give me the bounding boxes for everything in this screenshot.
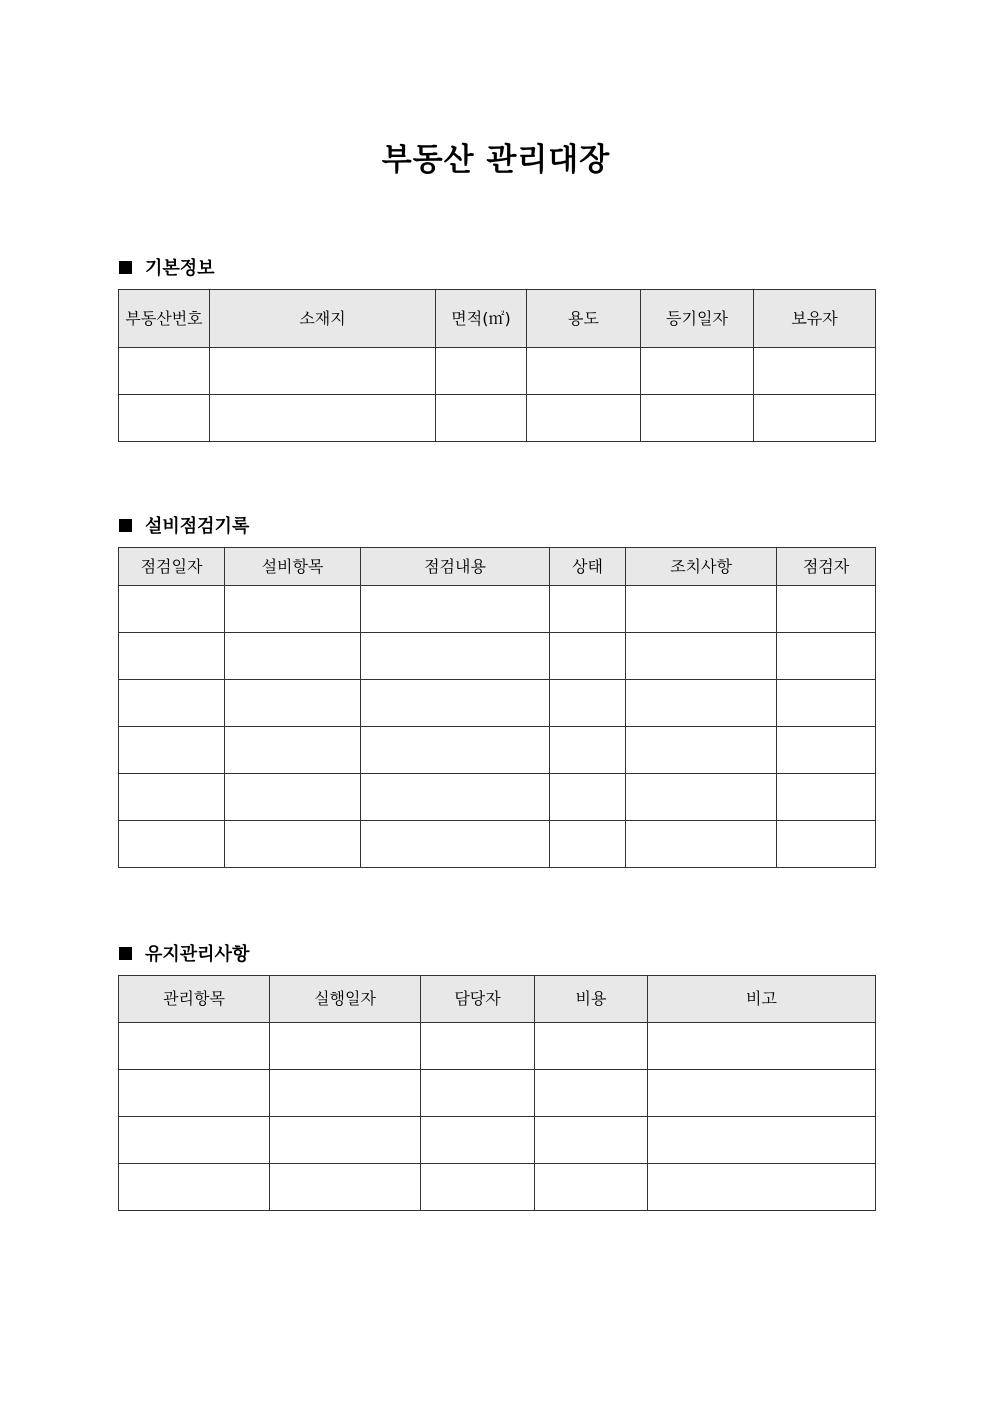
- table-cell[interactable]: [626, 774, 777, 821]
- table-cell[interactable]: [648, 1070, 876, 1117]
- section-heading-label: 기본정보: [145, 258, 215, 279]
- table-cell[interactable]: [527, 395, 641, 442]
- column-header-cost: 비용: [535, 976, 648, 1023]
- table-row: [119, 774, 876, 821]
- table-cell[interactable]: [361, 586, 550, 633]
- table-cell[interactable]: [119, 774, 225, 821]
- table-row: [119, 586, 876, 633]
- column-header-status: 상태: [550, 548, 626, 586]
- column-header-person-in-charge: 담당자: [421, 976, 535, 1023]
- table-cell[interactable]: [119, 633, 225, 680]
- table-cell[interactable]: [777, 633, 876, 680]
- table-cell[interactable]: [361, 633, 550, 680]
- table-row: [119, 727, 876, 774]
- square-bullet-icon: [119, 519, 132, 532]
- table-cell[interactable]: [535, 1164, 648, 1211]
- table-cell[interactable]: [119, 821, 225, 868]
- table-cell[interactable]: [626, 727, 777, 774]
- table-cell[interactable]: [626, 821, 777, 868]
- table-cell[interactable]: [225, 774, 361, 821]
- table-cell[interactable]: [550, 774, 626, 821]
- section-heading-inspection-record: [119, 512, 249, 538]
- table-cell[interactable]: [119, 586, 225, 633]
- table-cell[interactable]: [119, 1023, 270, 1070]
- column-header-area: 면적(㎡): [436, 290, 527, 348]
- table-cell[interactable]: [225, 680, 361, 727]
- table-cell[interactable]: [225, 727, 361, 774]
- table-cell[interactable]: [641, 348, 754, 395]
- maintenance-table: [118, 975, 876, 1211]
- table-cell[interactable]: [626, 680, 777, 727]
- column-header-action-taken: 조치사항: [626, 548, 777, 586]
- table-row: [119, 1023, 876, 1070]
- square-bullet-icon: [119, 261, 132, 274]
- table-row: [119, 348, 876, 395]
- table-cell[interactable]: [119, 348, 210, 395]
- table-cell[interactable]: [210, 348, 436, 395]
- column-header-management-item: 관리항목: [119, 976, 270, 1023]
- table-cell[interactable]: [550, 821, 626, 868]
- table-cell[interactable]: [421, 1117, 535, 1164]
- table-cell[interactable]: [626, 586, 777, 633]
- table-cell[interactable]: [648, 1117, 876, 1164]
- table-cell[interactable]: [119, 680, 225, 727]
- table-cell[interactable]: [119, 395, 210, 442]
- table-row: [119, 395, 876, 442]
- section-heading-basic-info: [119, 254, 215, 280]
- inspection-record-table: [118, 547, 876, 868]
- table-cell[interactable]: [754, 348, 876, 395]
- table-header-row: [119, 548, 876, 586]
- table-cell[interactable]: [754, 395, 876, 442]
- section-heading-label: 설비점검기록: [145, 516, 250, 537]
- table-cell[interactable]: [210, 395, 436, 442]
- column-header-inspector: 점검자: [777, 548, 876, 586]
- table-cell[interactable]: [648, 1164, 876, 1211]
- table-row: [119, 1070, 876, 1117]
- table-cell[interactable]: [535, 1070, 648, 1117]
- table-cell[interactable]: [361, 727, 550, 774]
- table-header-row: [119, 976, 876, 1023]
- column-header-execution-date: 실행일자: [270, 976, 421, 1023]
- column-header-remarks: 비고: [648, 976, 876, 1023]
- table-cell[interactable]: [361, 774, 550, 821]
- table-cell[interactable]: [535, 1117, 648, 1164]
- column-header-usage: 용도: [527, 290, 641, 348]
- table-row: [119, 1117, 876, 1164]
- table-cell[interactable]: [648, 1023, 876, 1070]
- table-row: [119, 1164, 876, 1211]
- table-cell[interactable]: [421, 1070, 535, 1117]
- table-cell[interactable]: [641, 395, 754, 442]
- table-cell[interactable]: [119, 1117, 270, 1164]
- table-cell[interactable]: [777, 727, 876, 774]
- table-cell[interactable]: [119, 727, 225, 774]
- table-cell[interactable]: [550, 633, 626, 680]
- table-cell[interactable]: [421, 1164, 535, 1211]
- square-bullet-icon: [119, 947, 132, 960]
- column-header-inspection-date: 점검일자: [119, 548, 225, 586]
- column-header-equipment-item: 설비항목: [225, 548, 361, 586]
- table-cell[interactable]: [436, 348, 527, 395]
- table-cell[interactable]: [225, 821, 361, 868]
- table-row: [119, 821, 876, 868]
- column-header-inspection-details: 점검내용: [361, 548, 550, 586]
- table-cell[interactable]: [421, 1023, 535, 1070]
- section-heading-label: 유지관리사항: [145, 944, 250, 965]
- table-cell[interactable]: [777, 680, 876, 727]
- table-cell[interactable]: [550, 586, 626, 633]
- table-cell[interactable]: [535, 1023, 648, 1070]
- table-header-row: [119, 290, 876, 348]
- table-cell[interactable]: [270, 1164, 421, 1211]
- table-cell[interactable]: [550, 727, 626, 774]
- table-cell[interactable]: [225, 586, 361, 633]
- table-cell[interactable]: [225, 633, 361, 680]
- table-cell[interactable]: [777, 586, 876, 633]
- table-cell[interactable]: [777, 774, 876, 821]
- table-cell[interactable]: [436, 395, 527, 442]
- table-cell[interactable]: [119, 1164, 270, 1211]
- table-cell[interactable]: [270, 1023, 421, 1070]
- page-title: 부동산 관리대장: [381, 142, 611, 178]
- section-heading-maintenance: [119, 940, 249, 966]
- table-cell[interactable]: [550, 680, 626, 727]
- table-row: [119, 680, 876, 727]
- column-header-property-number: 부동산번호: [119, 290, 210, 348]
- table-cell[interactable]: [626, 633, 777, 680]
- table-cell[interactable]: [119, 1070, 270, 1117]
- basic-info-table: [118, 289, 876, 442]
- table-row: [119, 633, 876, 680]
- table-cell[interactable]: [270, 1117, 421, 1164]
- column-header-location: 소재지: [210, 290, 436, 348]
- table-cell[interactable]: [361, 680, 550, 727]
- table-cell[interactable]: [270, 1070, 421, 1117]
- table-cell[interactable]: [777, 821, 876, 868]
- table-cell[interactable]: [527, 348, 641, 395]
- table-cell[interactable]: [361, 821, 550, 868]
- column-header-owner: 보유자: [754, 290, 876, 348]
- column-header-registration-date: 등기일자: [641, 290, 754, 348]
